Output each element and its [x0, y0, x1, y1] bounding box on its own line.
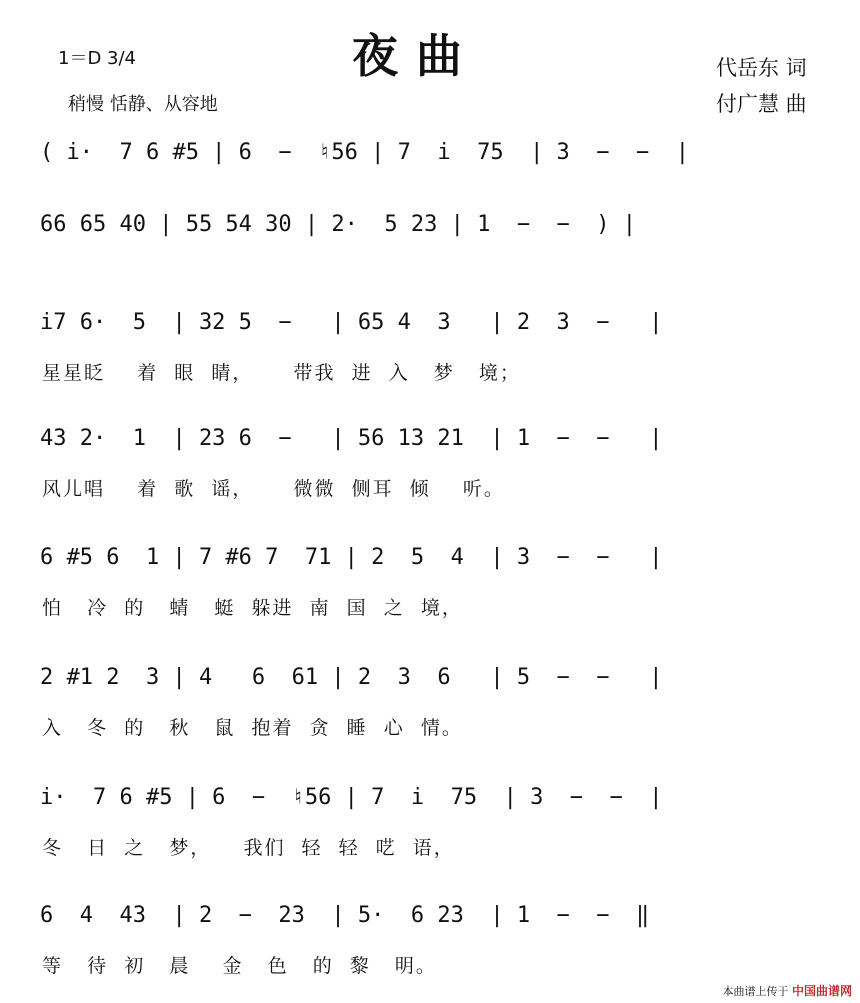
notation-line: 2 #1 2 3 | 4 6 61 | 2 3 6 | 5 − − |	[40, 665, 663, 690]
notation-line: i7 6· 5 | 32 5 − | 65 4 3 | 2 3 − |	[40, 310, 663, 335]
composer-credit: 付广慧 曲	[716, 92, 807, 116]
notation-line: 6 4 43 | 2 − 23 | 5· 6 23 | 1 − − ‖	[40, 903, 650, 928]
lyric-line: 冬 日 之 梦， 我们 轻 轻 呓 语，	[42, 837, 455, 859]
notation-line: i· 7 6 #5 | 6 − ♮56 | 7 i 75 | 3 − − |	[40, 785, 663, 810]
notation-line: ( i· 7 6 #5 | 6 − ♮56 | 7 i 75 | 3 − − |	[40, 140, 690, 165]
notation-line: 66 65 40 | 55 54 30 | 2· 5 23 | 1 − − ) |	[40, 212, 637, 237]
song-title: 夜曲	[352, 29, 480, 83]
notation-line: 6 #5 6 1 | 7 #6 7 71 | 2 5 4 | 3 − − |	[40, 545, 663, 570]
upload-text: 本曲谱上传于	[722, 985, 789, 998]
footer-credit	[722, 982, 852, 999]
lyric-line: 风儿唱 着 歌 谣， 微微 侧耳 倾 听。	[42, 478, 505, 500]
lyricist-credit: 代岳东 词	[716, 56, 807, 80]
lyric-line: 入 冬 的 秋 鼠 抱着 贪 睡 心 情。	[42, 717, 463, 739]
notation-line: 43 2· 1 | 23 6 − | 56 13 21 | 1 − − |	[40, 426, 663, 451]
lyric-line: 怕 冷 的 蜻 蜓 躲进 南 国 之 境，	[42, 597, 463, 619]
site-logo[interactable]: 中国曲谱网	[791, 984, 852, 998]
lyric-line: 等 待 初 晨 金 色 的 黎 明。	[42, 955, 437, 977]
key-signature: 1＝D 3/4	[58, 48, 137, 69]
tempo-marking: 稍慢 恬静、从容地	[68, 94, 218, 115]
lyric-line: 星星眨 着 眼 睛， 带我 进 入 梦 境；	[42, 362, 521, 384]
